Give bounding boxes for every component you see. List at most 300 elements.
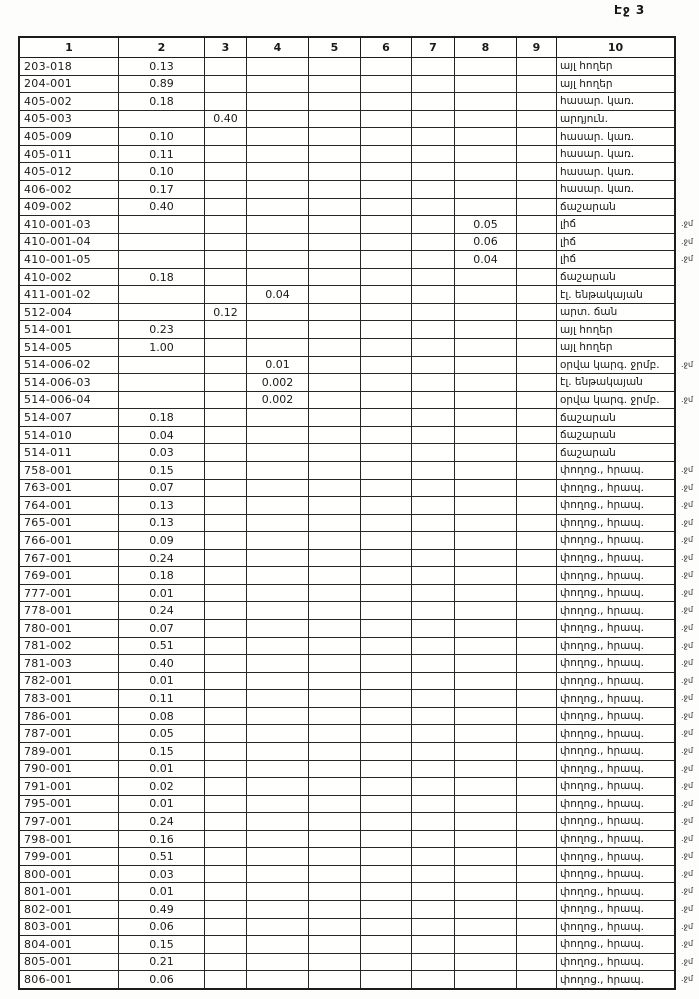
cell-col-4 — [247, 638, 309, 655]
cell-col-9 — [517, 497, 557, 514]
cell-col-8 — [455, 515, 517, 532]
cell-col-5 — [309, 743, 361, 760]
cell-col-6 — [361, 532, 412, 549]
cell-col-7 — [412, 146, 455, 163]
cell-col-8 — [455, 655, 517, 672]
margin-note: .ջմ — [681, 798, 694, 808]
cell-col-9 — [517, 532, 557, 549]
table-row — [20, 936, 694, 954]
cell-col-3 — [205, 427, 247, 444]
cell-col-2: 0.24 — [119, 550, 205, 567]
cell-col-7 — [412, 831, 455, 848]
cell-col-4 — [247, 234, 309, 251]
cell-col-8 — [455, 761, 517, 778]
cell-col-5 — [309, 620, 361, 637]
cell-col-4 — [247, 216, 309, 233]
cell-parcel-code: 204-001 — [20, 76, 119, 93]
cell-col-2: 0.13 — [119, 515, 205, 532]
cell-col-9 — [517, 550, 557, 567]
cell-col-3 — [205, 971, 247, 988]
cell-col-8 — [455, 128, 517, 145]
table-row — [20, 602, 694, 620]
cell-col-8 — [455, 199, 517, 216]
cell-col-2 — [119, 251, 205, 268]
column-header-6: 6 — [361, 38, 412, 57]
table-row — [20, 725, 694, 743]
cell-col-4 — [247, 919, 309, 936]
cell-col-3 — [205, 532, 247, 549]
cell-col-2 — [119, 374, 205, 391]
cell-col-6 — [361, 111, 412, 128]
table-row — [20, 778, 694, 796]
table-row — [20, 234, 694, 252]
cell-col-5 — [309, 462, 361, 479]
cell-land-use: փողոց., հրապ. — [560, 938, 644, 951]
cell-col-3 — [205, 199, 247, 216]
margin-note: .ջմ — [681, 851, 694, 861]
cell-col-6 — [361, 813, 412, 830]
cell-col-7 — [412, 708, 455, 725]
margin-note: .ջմ — [681, 816, 694, 826]
cell-col-6 — [361, 655, 412, 672]
cell-col-7 — [412, 163, 455, 180]
table-row — [20, 550, 694, 568]
cell-col-5 — [309, 392, 361, 409]
cell-col-3 — [205, 796, 247, 813]
cell-land-use: փողոց., հրապ. — [560, 797, 644, 810]
cell-col-7 — [412, 655, 455, 672]
cell-col-2: 0.08 — [119, 708, 205, 725]
cell-col-3 — [205, 339, 247, 356]
cell-col-3 — [205, 497, 247, 514]
cell-col-4 — [247, 585, 309, 602]
cell-land-use: փողոց., հրապ. — [560, 920, 644, 933]
cell-col-9 — [517, 392, 557, 409]
cell-land-use: ճաշարան — [560, 271, 616, 284]
cell-col-3 — [205, 638, 247, 655]
cell-col-6 — [361, 673, 412, 690]
column-header-8: 8 — [455, 38, 517, 57]
cell-land-use: լիճ — [560, 235, 577, 248]
cell-col-3 — [205, 444, 247, 461]
table-row — [20, 216, 694, 234]
margin-note: .ջմ — [681, 921, 694, 931]
cell-col-4 — [247, 111, 309, 128]
cell-col-9 — [517, 199, 557, 216]
cell-land-use: փողոց., հրապ. — [560, 692, 644, 705]
cell-col-7 — [412, 286, 455, 303]
cell-col-3 — [205, 761, 247, 778]
cell-col-3 — [205, 286, 247, 303]
cell-col-8 — [455, 901, 517, 918]
cell-col-8 — [455, 848, 517, 865]
cell-col-4: 0.002 — [247, 392, 309, 409]
cell-col-4 — [247, 778, 309, 795]
cell-col-3 — [205, 602, 247, 619]
margin-note: .ջմ — [681, 394, 694, 404]
cell-col-7 — [412, 93, 455, 110]
cell-col-7 — [412, 427, 455, 444]
margin-note: .ջմ — [681, 500, 694, 510]
cell-col-3 — [205, 725, 247, 742]
cell-col-9 — [517, 321, 557, 338]
cell-col-9 — [517, 708, 557, 725]
cell-col-9 — [517, 620, 557, 637]
cell-col-2: 0.10 — [119, 163, 205, 180]
cell-col-3 — [205, 93, 247, 110]
cell-col-8 — [455, 602, 517, 619]
cell-parcel-code: 787-001 — [20, 725, 119, 742]
cell-land-use: փողոց., հրապ. — [560, 657, 644, 670]
cell-col-8 — [455, 111, 517, 128]
cell-col-8 — [455, 796, 517, 813]
cell-col-9 — [517, 954, 557, 971]
margin-note: .ջմ — [681, 939, 694, 949]
cell-col-8 — [455, 673, 517, 690]
table-row — [20, 673, 694, 691]
cell-col-5 — [309, 163, 361, 180]
table-row — [20, 480, 694, 498]
table-row — [20, 919, 694, 937]
cell-col-5 — [309, 831, 361, 848]
cell-col-6 — [361, 321, 412, 338]
cell-col-7 — [412, 444, 455, 461]
cell-col-8 — [455, 286, 517, 303]
cell-parcel-code: 804-001 — [20, 936, 119, 953]
table-row — [20, 146, 674, 164]
cell-col-6 — [361, 216, 412, 233]
cell-col-6 — [361, 778, 412, 795]
cell-col-2: 0.15 — [119, 462, 205, 479]
cell-col-4: 0.002 — [247, 374, 309, 391]
table-row — [20, 848, 694, 866]
cell-col-7 — [412, 725, 455, 742]
cell-parcel-code: 783-001 — [20, 690, 119, 707]
margin-note: .ջմ — [681, 254, 694, 264]
cell-land-use: փողոց., հրապ. — [560, 868, 644, 881]
cell-parcel-code: 514-001 — [20, 321, 119, 338]
cell-col-4 — [247, 743, 309, 760]
cell-col-9 — [517, 409, 557, 426]
cell-col-7 — [412, 602, 455, 619]
cell-col-9 — [517, 919, 557, 936]
cell-col-2: 1.00 — [119, 339, 205, 356]
cell-land-use: փողոց., հրապ. — [560, 587, 644, 600]
column-header-7: 7 — [412, 38, 455, 57]
cell-parcel-code: 763-001 — [20, 480, 119, 497]
cell-col-5 — [309, 427, 361, 444]
cell-col-8 — [455, 427, 517, 444]
margin-note: .ջմ — [681, 886, 694, 896]
cell-col-6 — [361, 638, 412, 655]
table-row — [20, 427, 674, 445]
cell-col-7 — [412, 111, 455, 128]
cell-land-use: փողոց., հրապ. — [560, 973, 644, 986]
cell-col-8 — [455, 497, 517, 514]
margin-note: .ջմ — [681, 517, 694, 527]
cell-col-4 — [247, 427, 309, 444]
cell-col-4: 0.04 — [247, 286, 309, 303]
cell-col-9 — [517, 655, 557, 672]
cell-col-7 — [412, 936, 455, 953]
cell-col-9 — [517, 936, 557, 953]
cell-land-use: փողոց., հրապ. — [560, 499, 644, 512]
cell-col-5 — [309, 93, 361, 110]
cell-col-9 — [517, 673, 557, 690]
cell-col-2: 0.03 — [119, 444, 205, 461]
cell-col-9 — [517, 128, 557, 145]
cell-col-3 — [205, 936, 247, 953]
cell-col-4 — [247, 725, 309, 742]
cell-col-9 — [517, 216, 557, 233]
cell-col-2: 0.07 — [119, 480, 205, 497]
margin-note: .ջմ — [681, 570, 694, 580]
cell-col-3 — [205, 462, 247, 479]
cell-col-6 — [361, 550, 412, 567]
cell-parcel-code: 805-001 — [20, 954, 119, 971]
cell-land-use: փողոց., հրապ. — [560, 833, 644, 846]
cell-col-7 — [412, 392, 455, 409]
cell-col-3 — [205, 954, 247, 971]
cell-col-5 — [309, 796, 361, 813]
cell-col-3 — [205, 251, 247, 268]
cell-parcel-code: 769-001 — [20, 567, 119, 584]
cell-col-7 — [412, 128, 455, 145]
cell-col-4 — [247, 321, 309, 338]
cell-col-5 — [309, 76, 361, 93]
cell-col-8 — [455, 743, 517, 760]
cell-col-7 — [412, 357, 455, 374]
margin-note: .ջմ — [681, 640, 694, 650]
cell-parcel-code: 806-001 — [20, 971, 119, 988]
cell-col-8 — [455, 620, 517, 637]
cell-land-use: փողոց., հրապ. — [560, 955, 644, 968]
cell-col-2: 0.06 — [119, 971, 205, 988]
cell-col-6 — [361, 128, 412, 145]
cell-col-5 — [309, 111, 361, 128]
cell-col-5 — [309, 954, 361, 971]
cell-col-3 — [205, 673, 247, 690]
cell-col-6 — [361, 585, 412, 602]
cell-col-2: 0.18 — [119, 567, 205, 584]
table-row — [20, 515, 694, 533]
cell-col-3 — [205, 357, 247, 374]
cell-col-9 — [517, 146, 557, 163]
cell-col-7 — [412, 480, 455, 497]
cell-col-7 — [412, 515, 455, 532]
cell-col-9 — [517, 796, 557, 813]
margin-note: .ջմ — [681, 781, 694, 791]
cell-land-use: այլ հողեր — [560, 323, 613, 336]
cell-col-4 — [247, 163, 309, 180]
cell-col-3 — [205, 58, 247, 75]
cell-land-use: փողոց., հրապ. — [560, 745, 644, 758]
table-row — [20, 321, 674, 339]
cell-col-6 — [361, 409, 412, 426]
cell-col-2: 0.07 — [119, 620, 205, 637]
table-row — [20, 339, 674, 357]
cell-col-4 — [247, 883, 309, 900]
cell-col-8 — [455, 392, 517, 409]
cell-parcel-code: 514-006-03 — [20, 374, 119, 391]
cell-col-8 — [455, 409, 517, 426]
cell-col-3 — [205, 409, 247, 426]
cell-parcel-code: 409-002 — [20, 199, 119, 216]
cell-col-4 — [247, 831, 309, 848]
table-row — [20, 286, 674, 304]
cell-col-7 — [412, 673, 455, 690]
cell-col-3 — [205, 585, 247, 602]
land-parcel-table — [18, 36, 694, 990]
cell-col-7 — [412, 901, 455, 918]
cell-col-5 — [309, 321, 361, 338]
cell-col-6 — [361, 848, 412, 865]
cell-col-9 — [517, 515, 557, 532]
cell-col-7 — [412, 374, 455, 391]
cell-col-7 — [412, 690, 455, 707]
cell-col-2: 0.40 — [119, 655, 205, 672]
cell-col-7 — [412, 567, 455, 584]
cell-col-4 — [247, 813, 309, 830]
cell-col-7 — [412, 919, 455, 936]
cell-parcel-code: 802-001 — [20, 901, 119, 918]
cell-col-3 — [205, 374, 247, 391]
cell-col-5 — [309, 409, 361, 426]
cell-col-5 — [309, 901, 361, 918]
cell-col-9 — [517, 427, 557, 444]
cell-col-4 — [247, 532, 309, 549]
cell-parcel-code: 799-001 — [20, 848, 119, 865]
margin-note: .ջմ — [681, 728, 694, 738]
cell-col-5 — [309, 708, 361, 725]
cell-col-8 — [455, 304, 517, 321]
cell-col-9 — [517, 462, 557, 479]
cell-col-2: 0.18 — [119, 409, 205, 426]
table-row — [20, 128, 674, 146]
cell-land-use: փողոց., հրապ. — [560, 815, 644, 828]
cell-parcel-code: 514-007 — [20, 409, 119, 426]
table-row — [20, 638, 694, 656]
cell-col-6 — [361, 58, 412, 75]
cell-col-5 — [309, 585, 361, 602]
cell-col-7 — [412, 848, 455, 865]
cell-parcel-code: 514-006-02 — [20, 357, 119, 374]
margin-note: .ջմ — [681, 658, 694, 668]
cell-col-9 — [517, 480, 557, 497]
cell-col-3 — [205, 216, 247, 233]
cell-col-7 — [412, 778, 455, 795]
table-row — [20, 708, 694, 726]
margin-note: .ջմ — [681, 974, 694, 984]
cell-col-3 — [205, 480, 247, 497]
cell-land-use: հասար. կառ. — [560, 183, 635, 196]
cell-col-8: 0.05 — [455, 216, 517, 233]
cell-col-5 — [309, 673, 361, 690]
cell-col-4 — [247, 971, 309, 988]
cell-col-4 — [247, 550, 309, 567]
cell-col-7 — [412, 620, 455, 637]
cell-col-9 — [517, 761, 557, 778]
cell-col-6 — [361, 480, 412, 497]
cell-col-3 — [205, 234, 247, 251]
cell-col-7 — [412, 269, 455, 286]
cell-col-4 — [247, 936, 309, 953]
margin-note: .ջմ — [681, 464, 694, 474]
table-row — [20, 901, 694, 919]
cell-col-2: 0.11 — [119, 146, 205, 163]
cell-col-8 — [455, 462, 517, 479]
table-row — [20, 357, 694, 375]
table-row — [20, 620, 694, 638]
cell-col-9 — [517, 638, 557, 655]
cell-col-7 — [412, 971, 455, 988]
cell-col-3 — [205, 831, 247, 848]
cell-col-3 — [205, 128, 247, 145]
cell-col-4 — [247, 181, 309, 198]
cell-col-2: 0.01 — [119, 883, 205, 900]
cell-col-6 — [361, 515, 412, 532]
cell-col-5 — [309, 725, 361, 742]
cell-col-8 — [455, 883, 517, 900]
cell-col-2 — [119, 392, 205, 409]
cell-col-7 — [412, 304, 455, 321]
cell-col-2: 0.01 — [119, 761, 205, 778]
cell-col-2: 0.04 — [119, 427, 205, 444]
cell-col-4 — [247, 602, 309, 619]
cell-col-9 — [517, 163, 557, 180]
cell-col-9 — [517, 567, 557, 584]
cell-col-9 — [517, 286, 557, 303]
cell-col-3 — [205, 778, 247, 795]
cell-col-2: 0.24 — [119, 813, 205, 830]
cell-land-use: փողոց., հրապ. — [560, 569, 644, 582]
table-row — [20, 392, 694, 410]
cell-col-8 — [455, 690, 517, 707]
cell-col-6 — [361, 444, 412, 461]
cell-col-5 — [309, 971, 361, 988]
margin-note: .ջմ — [681, 745, 694, 755]
cell-land-use: այլ հողեր — [560, 60, 613, 73]
cell-col-9 — [517, 901, 557, 918]
cell-col-9 — [517, 444, 557, 461]
cell-land-use: փողոց., հրապ. — [560, 780, 644, 793]
cell-col-6 — [361, 339, 412, 356]
cell-parcel-code: 766-001 — [20, 532, 119, 549]
cell-col-4 — [247, 901, 309, 918]
cell-col-5 — [309, 251, 361, 268]
cell-land-use: այլ հողեր — [560, 341, 613, 354]
table-row — [20, 655, 694, 673]
cell-col-4 — [247, 515, 309, 532]
cell-col-7 — [412, 251, 455, 268]
cell-col-6 — [361, 199, 412, 216]
cell-land-use: հասար. կառ. — [560, 148, 635, 161]
cell-col-2 — [119, 286, 205, 303]
cell-parcel-code: 410-001-03 — [20, 216, 119, 233]
cell-col-8 — [455, 919, 517, 936]
cell-col-8 — [455, 444, 517, 461]
cell-col-9 — [517, 76, 557, 93]
cell-col-3 — [205, 181, 247, 198]
cell-parcel-code: 791-001 — [20, 778, 119, 795]
cell-col-3 — [205, 515, 247, 532]
margin-note: .ջմ — [681, 482, 694, 492]
cell-parcel-code: 800-001 — [20, 866, 119, 883]
cell-parcel-code: 765-001 — [20, 515, 119, 532]
cell-parcel-code: 410-001-04 — [20, 234, 119, 251]
cell-land-use: փողոց., հրապ. — [560, 464, 644, 477]
cell-land-use: փողոց., հրապ. — [560, 516, 644, 529]
